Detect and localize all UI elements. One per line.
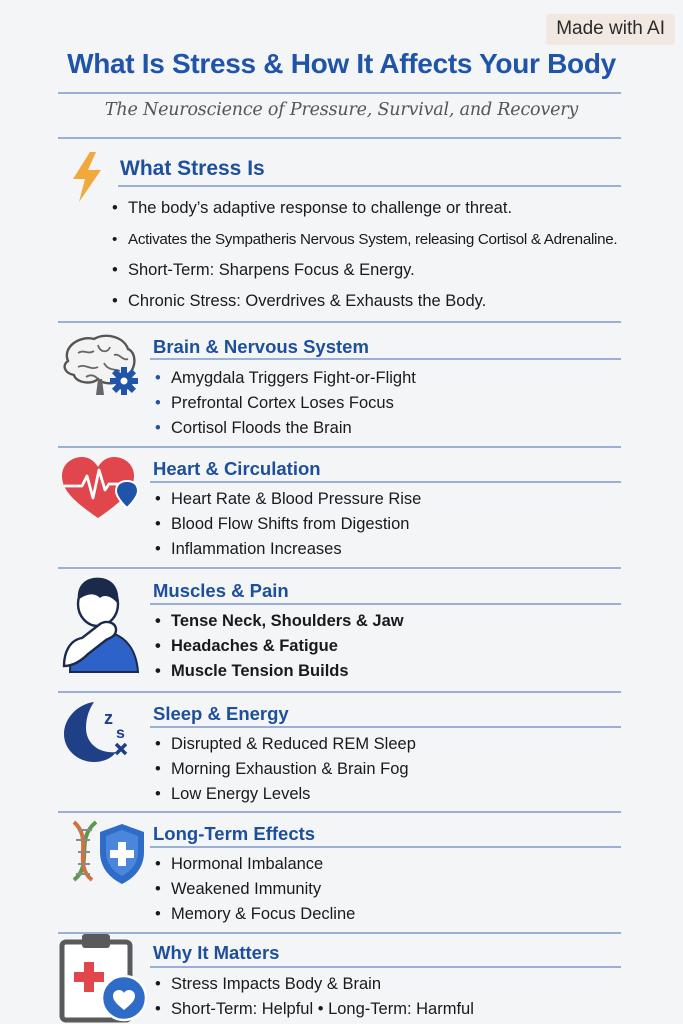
- heart-list: [155, 487, 421, 562]
- section-divider: [58, 691, 621, 693]
- subtitle-divider: [58, 137, 621, 139]
- section-divider: [150, 726, 621, 728]
- title-divider: [58, 92, 621, 94]
- list-item: • Memory & Focus Decline: [155, 902, 355, 927]
- section-divider: [150, 481, 621, 483]
- list-item: • Morning Exhaustion & Brain Fog: [155, 757, 416, 782]
- list-item: • Tense Neck, Shoulders & Jaw: [155, 609, 404, 634]
- heart-pulse-icon: [60, 456, 140, 522]
- list-item: • Weakened Immunity: [155, 877, 355, 902]
- list-item: • Headaches & Fatigue: [155, 634, 404, 659]
- list-item: • Short-Term: Helpful • Long-Term: Harmful: [155, 997, 474, 1022]
- section-title-what-stress-is: What Stress Is: [120, 157, 265, 180]
- list-item: • Inflammation Increases: [155, 537, 421, 562]
- brain-list: [155, 366, 416, 441]
- section-divider: [58, 321, 621, 323]
- section-divider: [150, 966, 621, 968]
- list-item: • Chronic Stress: Overdrives & Exhausts the Body.: [112, 289, 617, 314]
- dna-shield-icon: [64, 818, 146, 886]
- section-divider: [58, 446, 621, 448]
- section-title-muscles: Muscles & Pain: [153, 580, 289, 601]
- moon-sleep-icon: [60, 698, 142, 766]
- list-item: • Cortisol Floods the Brain: [155, 416, 416, 441]
- list-item: • Stress Impacts Body & Brain: [155, 972, 474, 997]
- section-divider: [150, 846, 621, 848]
- clipboard-heart-icon: [58, 932, 150, 1024]
- muscles-list: [155, 609, 404, 684]
- section-divider: [150, 603, 621, 605]
- list-item: • Disrupted & Reduced REM Sleep: [155, 732, 416, 757]
- list-item: • Activates the Sympatheris Nervous System, releasing Cortisol & Adrenaline.: [112, 227, 617, 252]
- list-item: • Hormonal Imbalance: [155, 852, 355, 877]
- section-title-long-term: Long-Term Effects: [153, 823, 316, 844]
- list-item: • Low Energy Levels: [155, 782, 416, 807]
- page-title: What Is Stress & How It Affects Your Body: [67, 48, 616, 79]
- long-term-list: [155, 852, 355, 927]
- list-item: • Muscle Tension Builds: [155, 659, 404, 684]
- list-item: • Blood Flow Shifts from Digestion: [155, 512, 421, 537]
- svg-text:s: s: [116, 725, 125, 742]
- list-item: • Amygdala Triggers Fight-or-Flight: [155, 366, 416, 391]
- section-divider: [150, 358, 621, 360]
- section-title-why-it-matters: Why It Matters: [153, 942, 280, 963]
- section-divider: [58, 567, 621, 569]
- why-it-matters-list: [155, 972, 474, 1022]
- list-item: • Short-Term: Sharpens Focus & Energy.: [112, 258, 617, 283]
- section-title-sleep: Sleep & Energy: [153, 703, 289, 724]
- section-title-brain: Brain & Nervous System: [153, 336, 369, 357]
- brain-gear-icon: [58, 333, 142, 401]
- section-divider: [118, 185, 621, 187]
- list-item: • Heart Rate & Blood Pressure Rise: [155, 487, 421, 512]
- made-with-ai-badge: Made with AI: [546, 14, 675, 45]
- page-subtitle: The Neuroscience of Pressure, Survival, and Recovery: [104, 100, 579, 120]
- sleep-list: [155, 732, 416, 807]
- section-divider: [58, 811, 621, 813]
- list-item: • The body’s adaptive response to challenge or threat.: [112, 196, 617, 221]
- person-neck-pain-icon: [60, 574, 142, 674]
- section-title-heart: Heart & Circulation: [153, 458, 321, 479]
- lightning-icon: [70, 152, 104, 204]
- what-stress-is-list: [112, 196, 617, 314]
- svg-text:z: z: [104, 708, 113, 728]
- list-item: • Prefrontal Cortex Loses Focus: [155, 391, 416, 416]
